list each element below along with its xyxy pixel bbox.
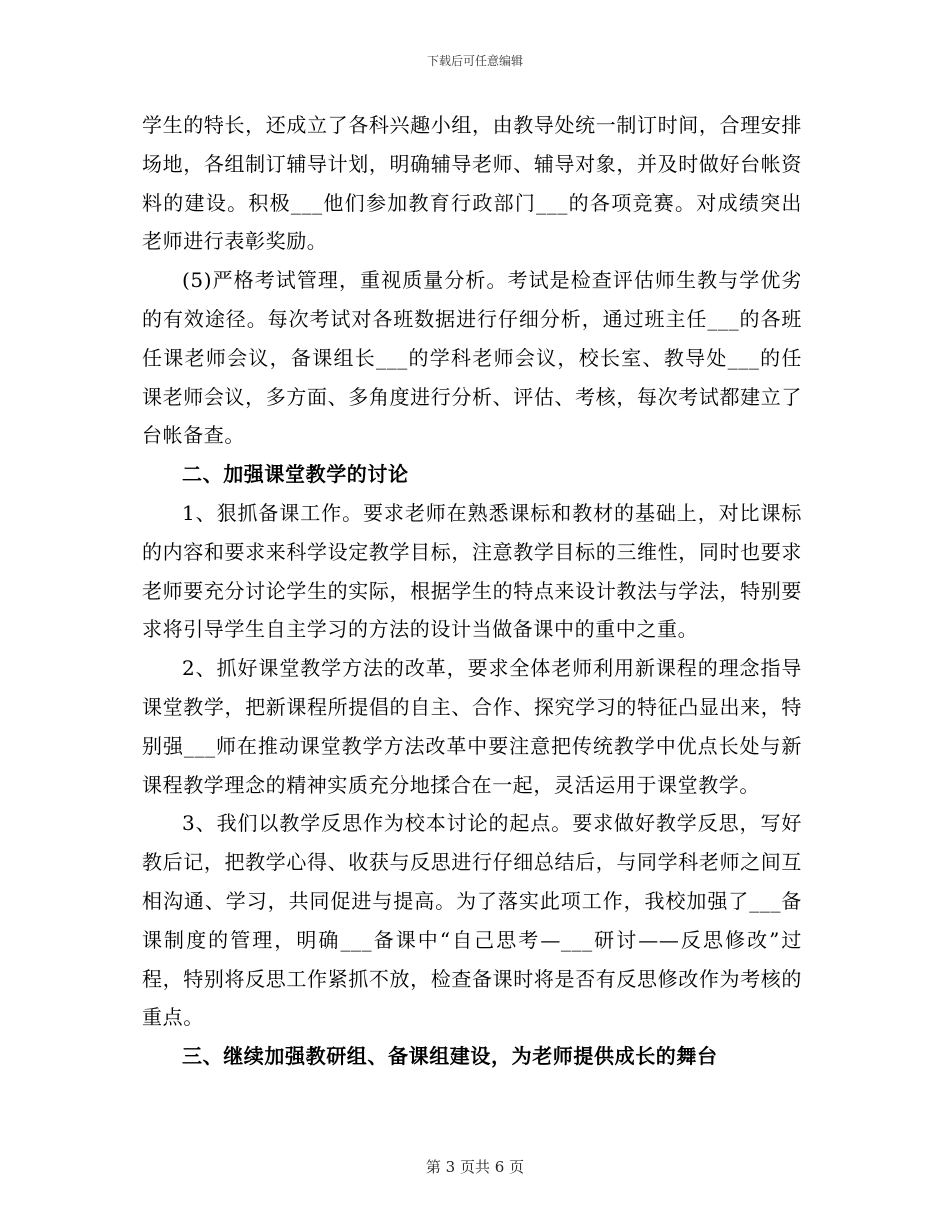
page-number: 第 3 页共 6 页 xyxy=(425,1158,525,1176)
document-body xyxy=(142,106,802,1076)
section-heading-3: 三、继续加强教研组、备课组建设，为老师提供成长的舞台 xyxy=(182,1044,718,1069)
paragraph-exam-management: (5)严格考试管理，重视质量分析。考试是检查评估师生教与学优劣的有效途径。每次考试对各班数据进行仔细分析，通过班主任___的各班任课老师会议，备课组长___的学科老师会议，校长室、教导处___的任课老师会议，多方面、多角度进行分析、评估、考核，每次考试都建立了台帐备查。 xyxy=(142,268,802,448)
section-heading-2: 二、加强课堂教学的讨论 xyxy=(182,462,409,487)
paragraph-continuation: 学生的特长，还成立了各科兴趣小组，由教导处统一制订时间，合理安排场地，各组制订辅导计划，明确辅导老师、辅导对象，并及时做好台帐资料的建设。积极___他们参加教育行政部门___的各项竞赛。对成绩突出老师进行表彰奖励。 xyxy=(142,113,802,254)
page-header-note: 下载后可任意编辑 xyxy=(426,54,523,68)
paragraph-teaching-reflection: 3、我们以教学反思作为校本讨论的起点。要求做好教学反思，写好教后记，把教学心得、收获与反思进行仔细总结后，与同学科老师之间互相沟通、学习，共同促进与提高。为了落实此项工作，我校加强了___备课制度的管理，明确___备课中“自己思考—___研讨——反思修改”过程，特别将反思工作紧抓不放，检查备课时将是否有反思修改作为考核的重点。 xyxy=(142,811,802,1030)
paragraph-teaching-reform: 2、抓好课堂教学方法的改革，要求全体老师利用新课程的理念指导课堂教学，把新课程所提倡的自主、合作、探究学习的特征凸显出来，特别强___师在推动课堂教学方法改革中要注意把传统教学中优点长处与新课程教学理念的精神实质充分地揉合在一起，灵活运用于课堂教学。 xyxy=(142,656,802,797)
paragraph-lesson-prep: 1、狠抓备课工作。要求老师在熟悉课标和教材的基础上，对比课标的内容和要求来科学设定教学目标，注意教学目标的三维性，同时也要求老师要充分讨论学生的实际，根据学生的特点来设计教法与学法，特别要求将引导学生自主学习的方法的设计当做备课中的重中之重。 xyxy=(142,500,802,642)
